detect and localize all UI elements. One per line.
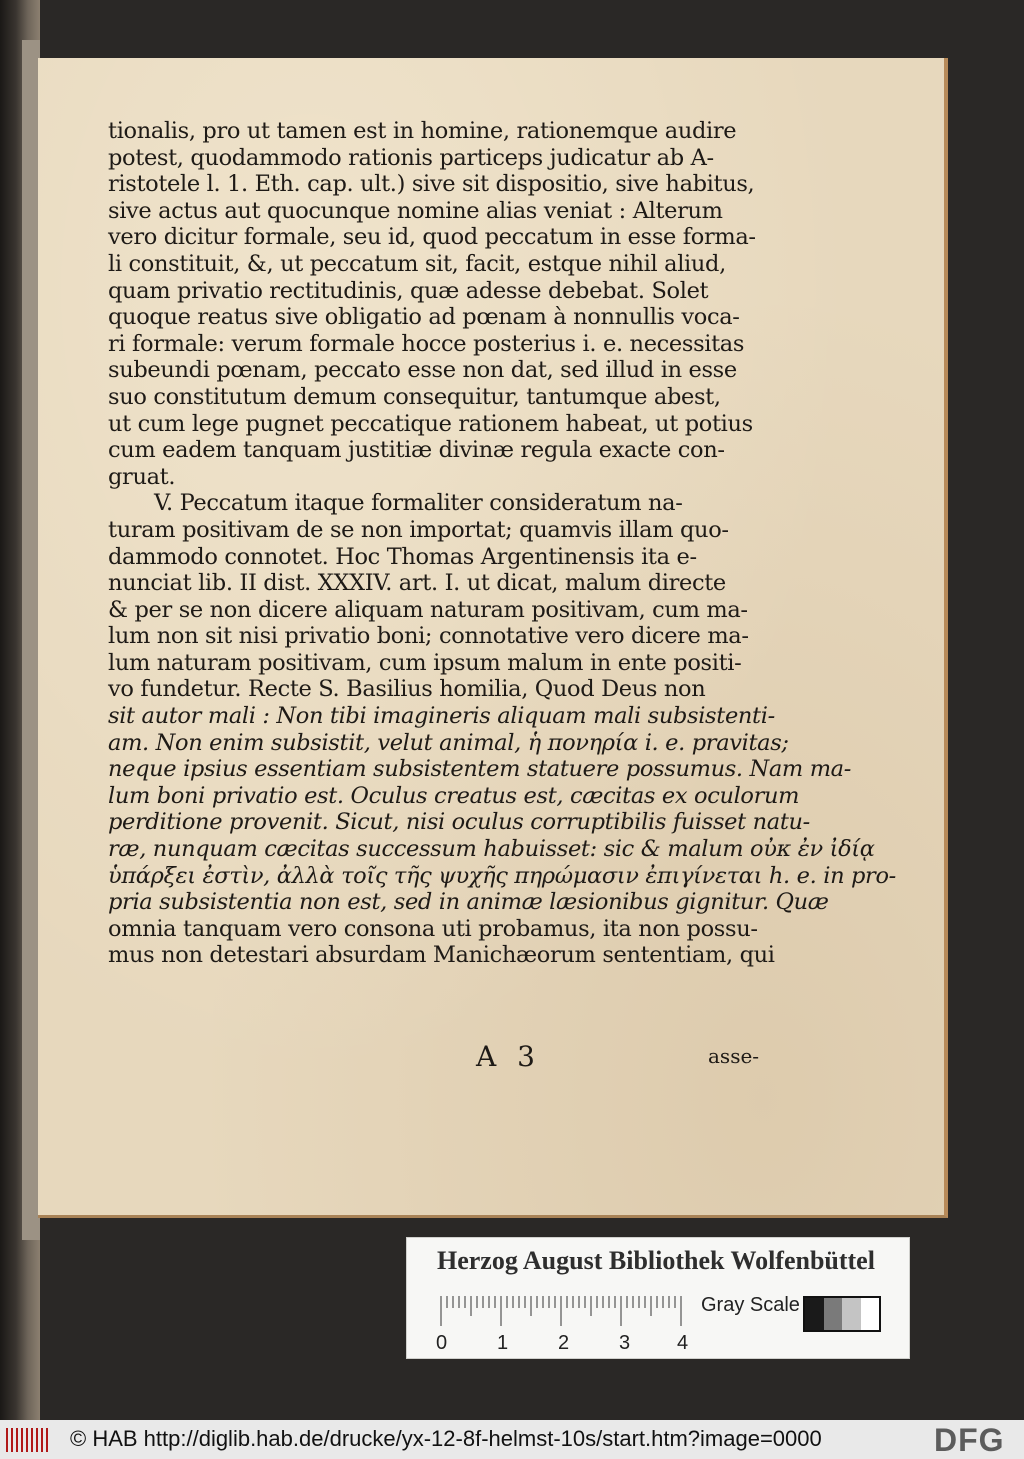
text-line: cum eadem tanquam justitiæ divinæ regula exacte con- xyxy=(108,437,725,464)
text-line: quoque reatus sive obligatio ad pœnam à nonnullis voca- xyxy=(108,304,740,331)
gray-scale-swatch xyxy=(803,1296,881,1332)
text-line: sit autor mali : Non tibi imagineris aliquam mali subsistenti- xyxy=(108,703,775,730)
text-line: lum non sit nisi privatio boni; connotative vero dicere ma- xyxy=(108,623,749,650)
barcode-icon xyxy=(6,1428,48,1452)
ruler-number-0: 0 xyxy=(436,1332,448,1354)
signature-mark: A 3 xyxy=(476,1040,541,1073)
dfg-logo: DFG xyxy=(934,1422,1005,1458)
text-line: V. Peccatum itaque formaliter consideratum na- xyxy=(154,490,683,517)
text-line: am. Non enim subsistit, velut animal, ἡ πονηρία i. e. pravitas; xyxy=(108,729,789,756)
text-line: vero dicitur formale, seu id, quod peccatum in esse forma- xyxy=(108,224,756,251)
text-line: nunciat lib. II dist. XXXIV. art. I. ut dicat, malum directe xyxy=(108,570,726,597)
text-line: mus non detestari absurdam Manichæorum sententiam, qui xyxy=(108,942,775,969)
text-line: & per se non dicere aliquam naturam positivam, cum ma- xyxy=(108,596,748,623)
text-line: pria subsistentia non est, sed in animæ læsionibus gignitur. Quæ xyxy=(108,889,829,916)
text-line: gruat. xyxy=(108,463,176,490)
ruler-number-1: 1 xyxy=(497,1332,509,1354)
text-line: ὑπάρξει ἐστὶν, ἀλλὰ τοῖς τῆς ψυχῆς πηρώμασιν ἐπιγίνεται h. e. in pro- xyxy=(108,862,896,889)
catchword: asse- xyxy=(708,1044,760,1068)
text-line: potest, quodammodo rationis particeps judicatur ab A- xyxy=(108,144,714,171)
ruler-number-3: 3 xyxy=(619,1332,631,1354)
gray-scale-label: Gray Scale xyxy=(701,1294,800,1316)
source-url-text[interactable]: © HAB http://diglib.hab.de/drucke/yx-12-8f-helmst-10s/start.htm?image=0000 xyxy=(70,1426,822,1451)
ruler-scale xyxy=(439,1294,685,1328)
text-line: lum naturam positivam, cum ipsum malum in ente positi- xyxy=(108,649,742,676)
library-name: Herzog August Bibliothek Wolfenbüttel xyxy=(437,1246,875,1275)
text-line: lum boni privatio est. Oculus creatus est, cæcitas ex oculorum xyxy=(108,782,800,809)
scale-target-card xyxy=(406,1237,910,1359)
text-line: sive actus aut quocunque nomine alias veniat : Alterum xyxy=(108,197,723,224)
text-line: omnia tanquam vero consona uti probamus, ita non possu- xyxy=(108,915,758,942)
text-line: suo constitutum demum consequitur, tantumque abest, xyxy=(108,383,721,410)
text-line: li constituit, &, ut peccatum sit, facit, estque nihil aliud, xyxy=(108,250,726,277)
text-line: neque ipsius essentiam subsistentem statuere possumus. Nam ma- xyxy=(108,756,852,783)
footer-bar xyxy=(0,1420,1024,1459)
text-line: ristotele l. 1. Eth. cap. ult.) sive sit dispositio, sive habitus, xyxy=(108,171,755,198)
ruler-number-4: 4 xyxy=(677,1332,689,1354)
text-line: perditione provenit. Sicut, nisi oculus corruptibilis fuisset natu- xyxy=(108,809,810,836)
text-line: subeundi pœnam, peccato esse non dat, sed illud in esse xyxy=(108,357,737,384)
text-line: turam positivam de se non importat; quamvis illam quo- xyxy=(108,516,729,543)
text-line: vo fundetur. Recte S. Basilius homilia, Quod Deus non xyxy=(108,676,706,703)
text-line: ri formale: verum formale hocce posterius i. e. necessitas xyxy=(108,330,745,357)
text-line: ut cum lege pugnet peccatique rationem habeat, ut potius xyxy=(108,410,753,437)
ruler-number-2: 2 xyxy=(558,1332,570,1354)
page-text-block xyxy=(108,118,896,969)
text-line: quam privatio rectitudinis, quæ adesse debebat. Solet xyxy=(108,277,709,304)
text-line: ræ, nunquam cæcitas successum habuisset: sic & malum οὐκ ἐν ἰδίᾳ xyxy=(108,836,875,863)
text-line: tionalis, pro ut tamen est in homine, rationemque audire xyxy=(108,118,737,144)
text-line: dammodo connotet. Hoc Thomas Argentinensis ita e- xyxy=(108,543,697,570)
